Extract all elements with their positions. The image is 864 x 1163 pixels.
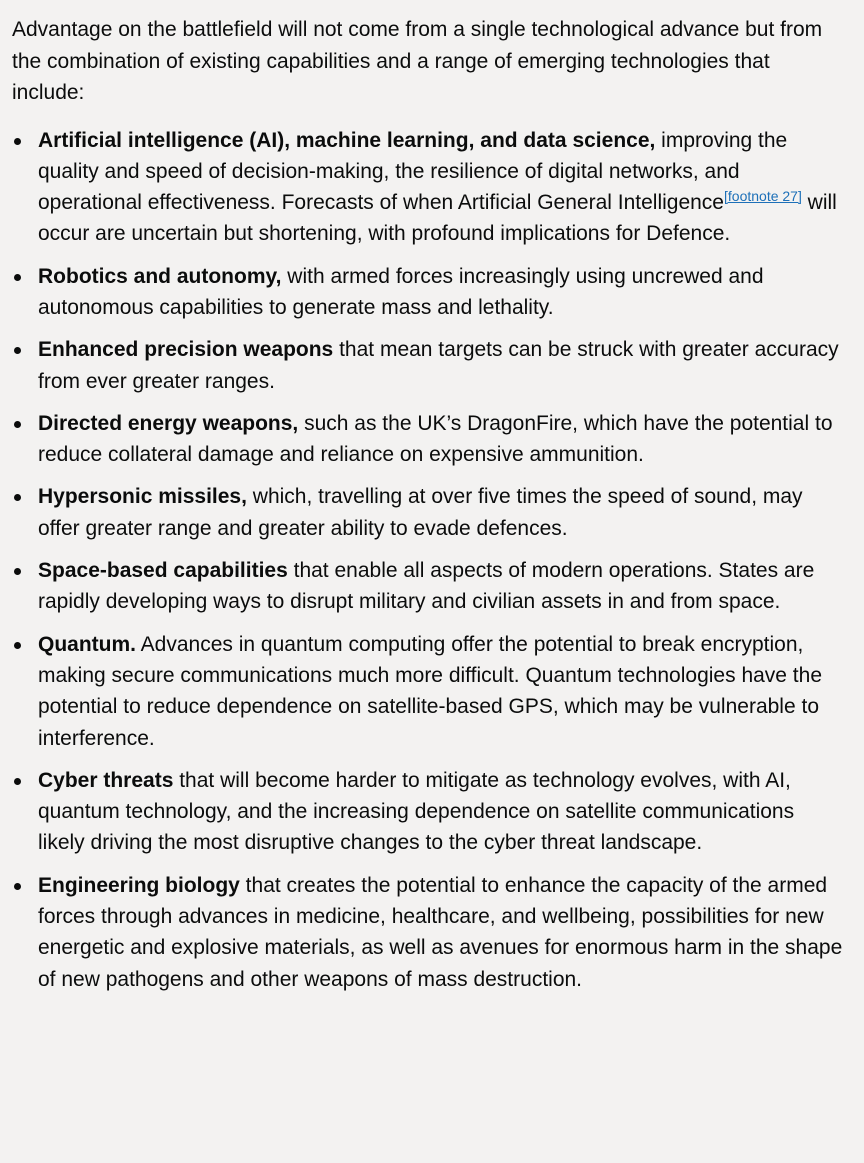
item-text: which, travelling at over five times the speed of sound, may offer greater range and greater ability to evade defences. bbox=[38, 485, 803, 540]
list-item-directed-energy bbox=[12, 408, 844, 471]
list-item-engineering-biology bbox=[12, 870, 844, 995]
item-text: such as the UK’s DragonFire, which have the potential to reduce collateral damage and reliance on expensive ammunition. bbox=[38, 411, 833, 467]
list-item-cyber bbox=[12, 765, 844, 859]
item-lead: Enhanced precision weapons bbox=[38, 338, 334, 362]
item-text: will occur are uncertain but shortening, with profound implications for Defence. bbox=[38, 191, 837, 246]
item-lead: Artificial intelligence (AI), machine learning, and data science, bbox=[38, 128, 656, 152]
item-lead: Space-based capabilities bbox=[38, 559, 288, 583]
item-text: Advances in quantum computing offer the potential to break encryption, making secure communications much more difficult. Quantum technologies have the potential to reduce dependence on satellite-based GPS, which may be vulnerable to interference. bbox=[38, 632, 823, 750]
item-text: that will become harder to mitigate as technology evolves, with AI, quantum technology, and the increasing dependence on satellite communications likely driving the most disruptive changes to the cyber threat landscape. bbox=[38, 768, 795, 855]
list-item-precision-weapons bbox=[12, 334, 844, 397]
list-item-space bbox=[12, 555, 844, 618]
item-text: improving the quality and speed of decision-making, the resilience of digital networks, and operational effectiveness. Forecasts of when Artificial General Intelligence bbox=[38, 128, 788, 215]
list-item-robotics bbox=[12, 261, 844, 324]
list-item-ai bbox=[12, 125, 844, 250]
item-lead: Directed energy weapons, bbox=[38, 411, 299, 435]
item-text: that creates the potential to enhance the capacity of the armed forces through advances in medicine, healthcare, and wellbeing, possibilities for new energetic and explosive materials, as well as avenues for enormous harm in the shape of new pathogens and other weapons of mass destruction. bbox=[38, 873, 843, 991]
technology-list bbox=[12, 125, 844, 995]
footnote-27-link[interactable]: [footnote 27] bbox=[724, 188, 802, 205]
item-lead: Engineering biology bbox=[38, 873, 240, 897]
item-text: that mean targets can be struck with greater accuracy from ever greater ranges. bbox=[38, 338, 839, 393]
item-lead: Quantum. bbox=[38, 632, 136, 656]
list-item-quantum bbox=[12, 629, 844, 754]
item-text: with armed forces increasingly using uncrewed and autonomous capabilities to generate mass and lethality. bbox=[38, 264, 764, 319]
list-item-hypersonic bbox=[12, 481, 844, 544]
item-lead: Robotics and autonomy, bbox=[38, 264, 282, 288]
item-lead: Hypersonic missiles, bbox=[38, 485, 247, 509]
intro-paragraph: Advantage on the battlefield will not come from a single technological advance but from the combination of existing capabilities and a range of emerging technologies that include: bbox=[12, 18, 823, 104]
item-text: that enable all aspects of modern operations. States are rapidly developing ways to disrupt military and civilian assets in and from space. bbox=[38, 559, 815, 614]
item-lead: Cyber threats bbox=[38, 768, 174, 792]
